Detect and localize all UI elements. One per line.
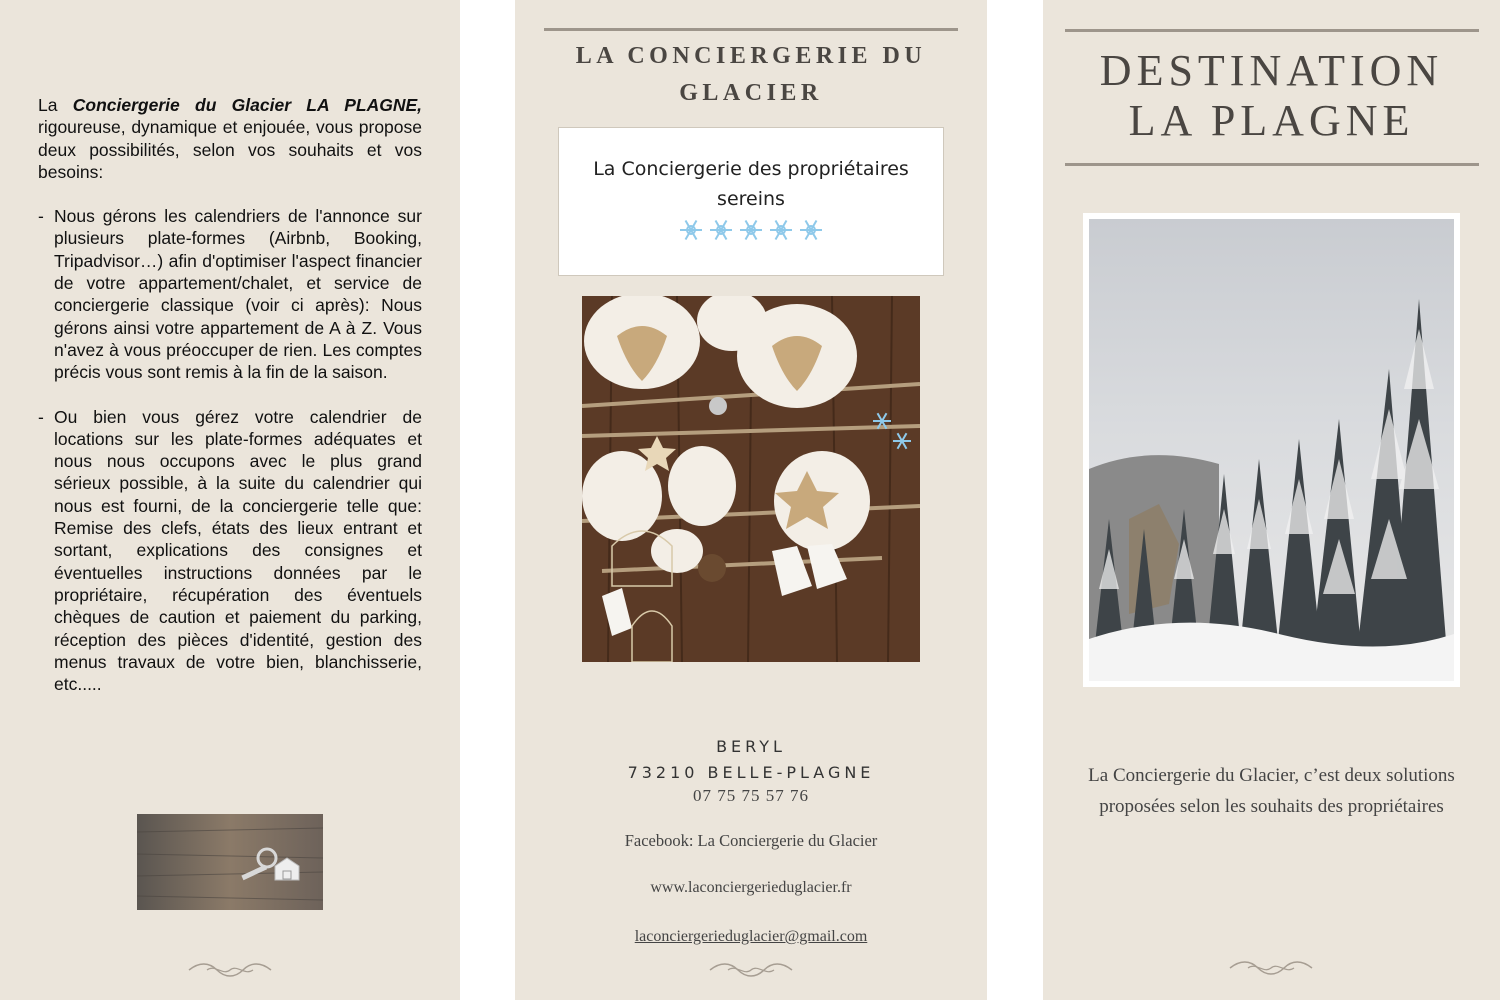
bottom-rule: [1065, 163, 1479, 166]
left-panel: [0, 0, 460, 1000]
top-rule: [1065, 29, 1479, 32]
bullet-marker: -: [38, 206, 44, 227]
flourish-ornament: [708, 960, 794, 980]
destination-title: [1063, 46, 1480, 146]
snowy-forest-photo: [1083, 213, 1460, 687]
destination-description: La Conciergerie du Glacier, c’est deux solutions proposées selon les souhaits des propriétaires: [1088, 765, 1455, 817]
snowflake-icon: [710, 220, 732, 239]
destination-title-line2: LA PLAGNE: [1128, 96, 1415, 145]
address-line-2: 73210 BELLE-PLAGNE: [627, 763, 875, 782]
flourish-ornament: [187, 960, 273, 980]
snowflake-icon: [770, 220, 792, 239]
christmas-ornaments-photo: [582, 296, 920, 662]
snowflake-row: [676, 216, 826, 244]
top-rule: [544, 28, 958, 31]
intro-brand: Conciergerie du Glacier LA PLAGNE,: [72, 95, 423, 115]
middle-panel: [515, 0, 987, 1000]
phone-number[interactable]: 07 75 75 57 76: [693, 786, 809, 805]
business-title-line2: GLACIER: [679, 80, 823, 106]
flourish-ornament: [1228, 958, 1314, 978]
bullet-marker: -: [38, 406, 44, 427]
address-block: [535, 734, 967, 786]
key-photo: [137, 814, 323, 910]
business-title: [535, 38, 967, 112]
intro-prefix: La: [38, 95, 73, 115]
intro-text-block: [38, 94, 422, 695]
address-line-1: BERYL: [716, 737, 786, 756]
snowflake-icon: [800, 220, 822, 239]
facebook-link[interactable]: Facebook: La Conciergerie du Glacier: [624, 831, 878, 850]
intro-rest: rigoureuse, dynamique et enjouée, vous propose deux possibilités, selon vos souhaits et vos besoins:: [38, 117, 422, 182]
destination-title-line1: DESTINATION: [1099, 46, 1444, 95]
tagline-box: [558, 127, 944, 276]
intro-paragraph: [38, 94, 422, 183]
snowflake-icon: [740, 220, 762, 239]
website-link[interactable]: www.laconciergerieduglacier.fr: [650, 879, 852, 896]
right-panel: [1043, 0, 1500, 1000]
bullet-2-text: Ou bien vous gérez votre calendrier de locations sur les plate-formes adéquates et nous nous occupons avec le plus grand sérieux possible, à la suite du calendrier qui nous est fourni, de la conciergerie telle que: Remise des clefs, états des lieux entrant et sortant, explications des consignes et éventuelles instructions données par le propriétaire, récupération des éventuels chèques de caution et paiement du parking, réception des pièces d'identité, gestion des menus travaux de votre bien, blanchisserie, etc.....: [54, 406, 422, 695]
tagline-text: La Conciergerie des propriétaires sereins: [593, 158, 909, 210]
bullet-item-2: [38, 406, 422, 696]
business-title-line1: LA CONCIERGERIE DU: [575, 43, 927, 69]
email-link[interactable]: laconciergerieduglacier@gmail.com: [634, 928, 868, 945]
bullet-item-1: [38, 205, 422, 383]
bullet-1-text: Nous gérons les calendriers de l'annonce sur plusieurs plate-formes (Airbnb, Booking, Tripadvisor…) afin d'optimiser l'aspect financier de votre appartement/chalet, et service de conciergerie classique (voir ci après): Nous gérons ainsi votre appartement de A à Z. Vous n'avez à vous préoccuper de rien. Les comptes précis vous sont remis à la fin de la saison.: [54, 206, 422, 383]
snowflake-icon: [680, 220, 702, 239]
